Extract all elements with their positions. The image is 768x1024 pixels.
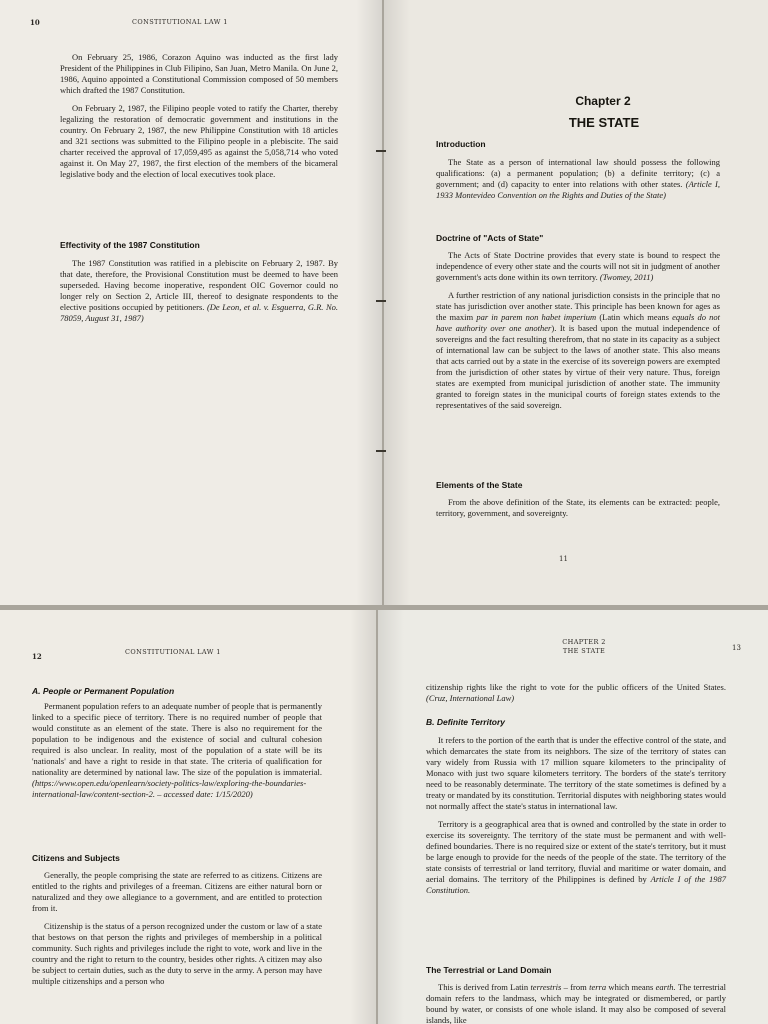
paragraph: It refers to the portion of the earth that is under the effective control of the state, and which demarcates the state from its neighbors. The size of the territory of states can vary widely from Russia with 17 million square kilometers to the principality of Monaco with just two square kilometers territory. The borders of the state's territory need to be reasonably determinate. The territory of the state sometimes is defined by a treaty or mandated by its constitution. Territorial disputes with neighboring states would not normally affect the state's status in international law.	[426, 735, 727, 811]
acts-of-state-heading: Doctrine of "Acts of State"	[436, 233, 544, 243]
running-header-chapter: CHAPTER 2	[562, 638, 606, 646]
territory-heading: B. Definite Territory	[426, 717, 506, 727]
access-date: – accessed date: 1/15/2020)	[155, 789, 253, 799]
case-citation: (De Leon, et al. v. Esguerra, G.R. No. 78059, August 31, 1987)	[60, 302, 338, 323]
chapter-title: THE STATE	[568, 115, 640, 130]
land-domain-text: This is derived from Latin terrestris – from terra which means earth. The terrestrial domain refers to the landmass, which may be integrated or dismembered, or partly bound by water, or consists of one whole island. It may also be composed of several islands, like	[426, 982, 726, 1024]
page-13	[378, 610, 768, 1024]
page-10	[0, 0, 382, 605]
chapter-label: Chapter 2	[575, 94, 631, 108]
gutter-shadow	[350, 610, 376, 1024]
continuation-citation: (Cruz, International Law)	[426, 693, 515, 703]
running-header: CONSTITUTIONAL LAW 1	[132, 18, 228, 26]
running-header-title: THE STATE	[562, 647, 606, 655]
latin-maxim: par in parem non habet imperium	[476, 312, 597, 322]
gutter-shadow	[356, 0, 382, 605]
acts-of-state-text	[436, 250, 720, 418]
page-number: 10	[30, 18, 40, 27]
restriction-text: A further restriction of any national jurisdiction consists in the principle that no state has jurisdiction over another state. This principle has been known for ages as the maxim	[436, 290, 720, 322]
territory-body: Territory is a geographical area that is owned and controlled by the state in order to exercise its sovereignty. The territory of the state must be permanent and with well-defined boundaries. There is no required size or extent of the state's territory, but it must be large enough to provide for the needs of the people of the state. The territory of the state consists of terrestrial or land territory, fluvial and maritime or water domain, and aerial domains. The territory of the Philippines is defined by	[426, 819, 726, 884]
section-heading: Effectivity of the 1987 Constitution	[60, 240, 200, 250]
page-11	[384, 0, 768, 605]
elements-heading: Elements of the State	[436, 480, 523, 490]
citizens-text	[32, 870, 322, 994]
paragraph: Generally, the people comprising the state are referred to as citizens. Citizens are entitled to the rights and privileges of a freeman. Citizens are either natural born or naturalized and they owe allegiance to a government, and are entitled to protection from it.	[32, 870, 322, 913]
effectivity-text	[60, 258, 338, 331]
binding-mark	[376, 300, 386, 302]
intro-body: The State as a person of international law should possess the following qualifications: (a) a permanent population; (b) a definite territory; (c) a government; and (d) capacity to enter into relations with other states.	[436, 157, 720, 189]
effectivity-body: The 1987 Constitution was ratified in a plebiscite on February 2, 1987. By that date, therefore, the Provisional Constitution must be deemed to have been superseded. Having become inoperative, respondent OIC Governor could no longer rely on Section 2, Article III, thereof to designate respondents to the elective positions occupied by petitioners.	[60, 258, 338, 312]
people-text	[32, 701, 322, 807]
paragraph: On February 25, 1986, Corazon Aquino was inducted as the first lady President of the Philippines in Club Filipino, San Juan, Metro Manila. On June 2, 1986, Aquino appointed a Constitutional Commission composed of 50 members which drafted the 1987 Constitution.	[60, 52, 338, 95]
paragraph: On February 2, 1987, the Filipino people voted to ratify the Charter, thereby legalizing the restoration of democratic government and institutions in the country. On February 2, 1987, the new Philippine Constitution with 18 articles and 321 sections was submitted to the Filipino people in a plebiscite. The said charter received the approval of 17,059,495 as against the 5,058,714 who voted against it. On May 27, 1987, the first election of the members of the bicameral legislative body and the election of local executives took place.	[60, 103, 338, 179]
latin-term: terrestris	[530, 982, 562, 992]
paragraph: Citizenship is the status of a person recognized under the custom or law of a state that bestows on that person the rights and privileges of membership in a political community. Such rights and privileges include the right to vote, work and live in the country and the right to return to the country, besides other rights. A citizen may also be subject to certain duties, such as the duty to serve in the army. A person may have multiple citizenships and a person who	[32, 921, 322, 986]
people-heading: A. People or Permanent Population	[32, 686, 175, 696]
land-domain-heading: The Terrestrial or Land Domain	[426, 965, 552, 975]
page-number: 13	[732, 644, 741, 652]
running-header: CONSTITUTIONAL LAW 1	[125, 648, 221, 656]
intro-citation: (Article I, 1933 Montevideo Convention on the Rights and Duties of the State)	[436, 179, 720, 200]
latin-term: terra	[589, 982, 607, 992]
gutter-shadow	[384, 0, 410, 605]
continuation-text: citizenship rights like the right to vote for the public officers of the United States. (Cruz, International Law)	[426, 682, 726, 703]
acts-citation: (Twomey, 2011)	[599, 272, 654, 282]
page-number: 12	[32, 652, 42, 661]
territory-text	[426, 735, 726, 903]
page-number: 11	[559, 555, 568, 563]
maxim-meaning: equals do not have authority over one another	[436, 312, 720, 333]
restriction-text: ). It is based upon the mutual independence of sovereigns and the fact resulting therefrom, that no state in its capacity as a subject of international law can be subject to the laws of another state. This also means that acts carried out by a state in the exercise of its sovereign powers are exempted from the jurisdiction of other states by virtue of their very nature. Thus, foreign states are exempted from municipal jurisdiction of another state. The immunity granted to foreign states in the municipal courts of foreign states extends to the representatives of the said sovereign.	[436, 323, 721, 410]
page-12	[0, 610, 376, 1024]
citizens-heading: Citizens and Subjects	[32, 853, 120, 863]
introduction-text	[436, 157, 720, 208]
translation: earth.	[655, 982, 676, 992]
elements-text: From the above definition of the State, its elements can be extracted: people, territory, government, and sovereignty.	[436, 497, 720, 518]
introduction-heading: Introduction	[436, 139, 486, 149]
constitution-reference: Article I of the 1987 Constitution.	[426, 874, 726, 895]
source-url: (https://www.open.edu/openlearn/society-politics-law/exploring-the-boundaries-international-law/content-section-2.	[32, 778, 307, 799]
binding-mark	[376, 450, 386, 452]
binding-mark	[376, 150, 386, 152]
restriction-text: (Latin which means	[596, 312, 673, 322]
acts-body: The Acts of State Doctrine provides that every state is bound to respect the independence of every other state and the courts will not sit in judgment of another government's acts done within its own territory.	[436, 250, 720, 282]
people-body: Permanent population refers to an adequate number of people that is permanently linked to a specific piece of territory. There is no required number of people that would constitute as an element of the state. There is also no requirement for the population to be indigenous and the existence of social and cultural cohesion required is also unclear. In reality, most of the population of a state will be its 'nationals' and have a right to reside in that state. The criteria of qualification for nationality are determined by national law. The size of the population is immaterial.	[32, 701, 322, 777]
gutter-shadow	[378, 610, 404, 1024]
history-text	[60, 52, 338, 187]
